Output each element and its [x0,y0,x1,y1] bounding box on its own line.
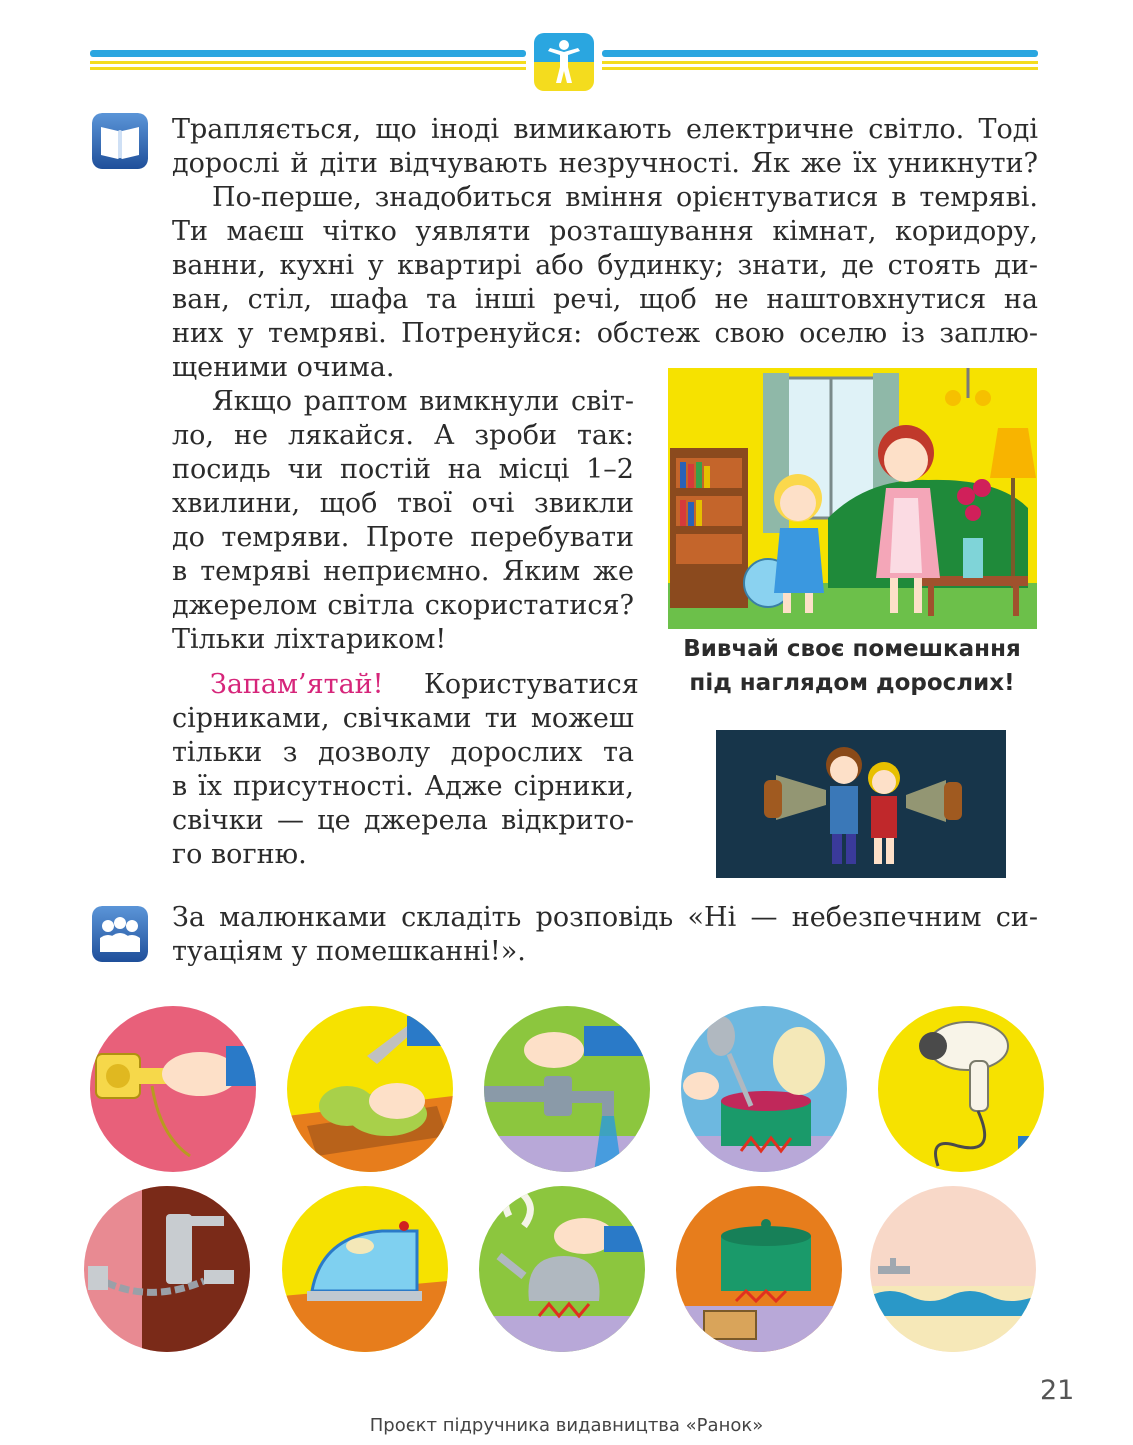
door-chain-lock-illustration [84,1186,250,1352]
text-line: Трапляється, що іноді вимикають електричне світло. Тоді [172,114,1038,145]
text-line: Ти маєш чітко уявляти розташування кімнат, коридору, [172,216,1038,247]
text-line: щеними очима. [172,352,395,383]
child-figure-icon [534,33,594,91]
text-line: сірниками, свічками ти можеш [172,703,634,734]
text-line: до темряви. Проте перебувати [172,522,634,553]
room-illustration [668,368,1037,629]
group-discussion-icon [92,906,148,962]
top-stripe-right [602,50,1038,74]
text-line: хвилини, щоб твої очі звикли [172,488,634,519]
top-stripe-left [90,50,526,74]
text-line: ло, не лякайся. А зроби так: [172,420,634,451]
hair-dryer-illustration [878,1006,1044,1172]
remember-label: Запам’ятай! [210,669,384,700]
open-book-icon [92,113,148,169]
text-line: в темряві неприємно. Яким же [172,556,634,587]
text-line: го вогню. [172,839,307,870]
illustration-caption [666,632,1038,700]
text-line: дорослі й діти відчувають незручності. Як же їх уникнути? [172,148,1038,179]
text-line: посидь чи постій на місці 1–2 [172,454,634,485]
water-tap-illustration [484,1006,650,1172]
footer-publisher-note: Проєкт підручника видавництва «Ранок» [369,1415,764,1436]
flashlight-illustration [716,730,1006,878]
cutting-vegetables-illustration [287,1006,453,1172]
text-line: Тільки ліхтариком! [172,624,447,655]
text-line: свічки — це джерела відкрито- [172,805,634,836]
text-line: них у темряві. Потренуйся: обстеж свою оселю із заплю- [172,318,1038,349]
boiling-pot-illustration [681,1006,847,1172]
task-text-line: За малюнками складіть розповідь «Ні — небезпечним си- [172,902,1038,933]
text-line: Якщо раптом вимкнули світ- [212,386,634,417]
page-number: 21 [1040,1375,1075,1406]
text-line: тільки з дозволу дорослих та [172,737,634,768]
caption-line: Вивчай своє помешкання [683,636,1021,662]
hot-iron-illustration [282,1186,448,1352]
boiling-kettle-illustration [479,1186,645,1352]
text-line: джерелом світла скористатися? [172,590,634,621]
text-line: в їх присутності. Адже сірники, [172,771,634,802]
text-line: ванни, кухні у квартирі або будинку; знати, де стоять ди- [172,250,1038,281]
pot-and-matches-illustration [676,1186,842,1352]
task-text-line: туаціям у помешканні!». [172,936,526,967]
plug-in-socket-illustration [90,1006,256,1172]
text-line: Користуватися [424,669,639,700]
caption-line: під наглядом дорослих! [689,670,1015,696]
text-line: ван, стіл, шафа та інші речі, щоб не наштовхнутися на [172,284,1038,315]
flooded-bathroom-illustration [870,1186,1036,1352]
text-line: По-перше, знадобиться вміння орієнтуватися в темряві. [212,182,1038,213]
